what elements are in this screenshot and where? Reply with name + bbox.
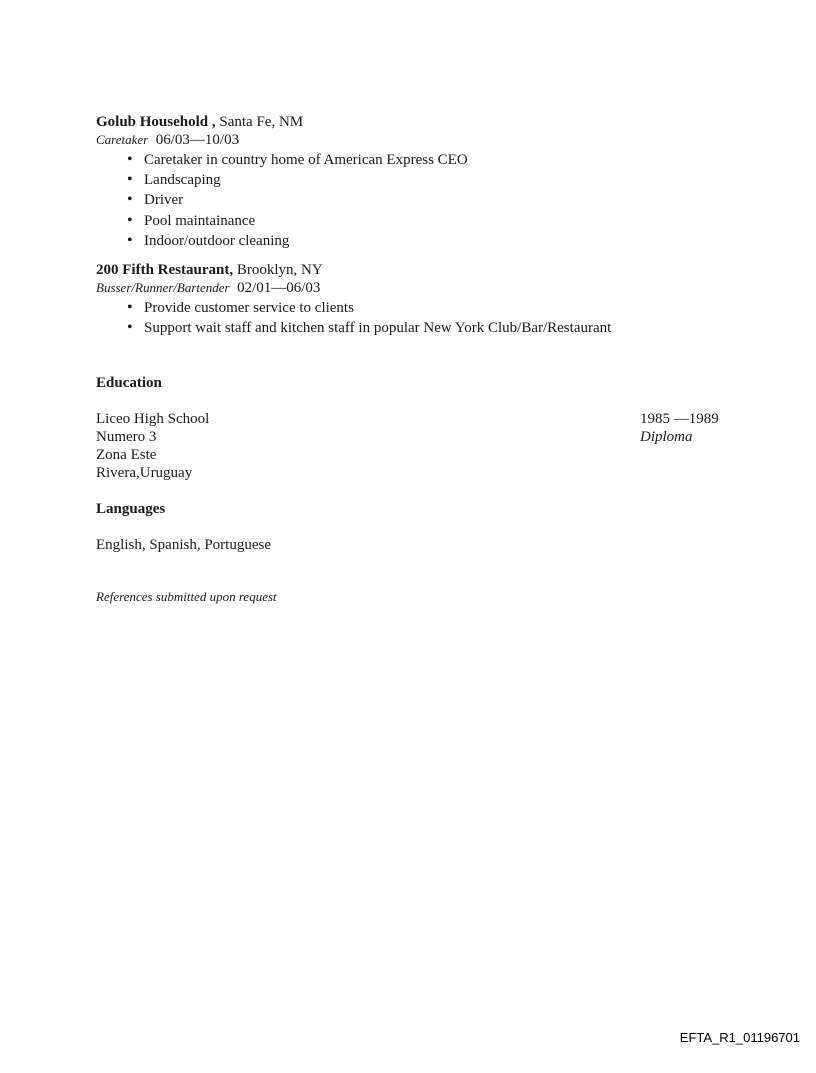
resume-page — [96, 113, 736, 606]
education-meta — [640, 410, 719, 446]
languages-heading: Languages — [96, 501, 166, 518]
duty-list — [96, 150, 736, 251]
list-item: • Indoor/outdoor cleaning — [144, 231, 736, 251]
school-line: Zona Este — [96, 447, 157, 464]
school-line: Liceo High School — [96, 411, 210, 428]
job-role: Caretaker — [96, 132, 149, 147]
job-role-line — [96, 279, 736, 297]
list-item: • Caretaker in country home of American Express CEO — [144, 150, 736, 170]
list-item: • Support wait staff and kitchen staff in popular New York Club/Bar/Restaurant — [144, 318, 736, 338]
school-line: Rivera,Uruguay — [96, 465, 193, 482]
employer-name: 200 Fifth Restaurant, — [96, 262, 234, 279]
list-item: • Provide customer service to clients — [144, 298, 736, 318]
education-entry — [96, 410, 736, 482]
job-role: Busser/Runner/Bartender — [96, 280, 230, 296]
languages-list: English, Spanish, Portuguese — [96, 537, 271, 554]
job-header — [96, 261, 736, 279]
employer-location: Santa Fe, NM — [219, 114, 304, 130]
duty-list — [96, 298, 736, 338]
education-years: 1985 —1989 — [640, 411, 719, 428]
document-id-stamp: EFTA_R1_01196701 — [679, 1030, 800, 1045]
references-note: References submitted upon request — [96, 589, 277, 605]
employer-location: Brooklyn, NY — [236, 262, 323, 279]
job-dates: 02/01—06/03 — [237, 280, 321, 297]
education-heading: Education — [96, 375, 162, 392]
education-credential: Diploma — [640, 429, 693, 446]
job-header — [96, 113, 736, 131]
job-entry-200-fifth — [96, 261, 736, 338]
list-item: • Pool maintainance — [144, 211, 736, 231]
job-role-line — [96, 131, 736, 149]
job-dates: 06/03—10/03 — [155, 132, 240, 148]
list-item: • Driver — [144, 190, 736, 210]
list-item: • Landscaping — [144, 170, 736, 190]
job-entry-golub — [96, 113, 736, 251]
employer-name: Golub Household , — [96, 114, 216, 130]
school-line: Numero 3 — [96, 429, 157, 446]
